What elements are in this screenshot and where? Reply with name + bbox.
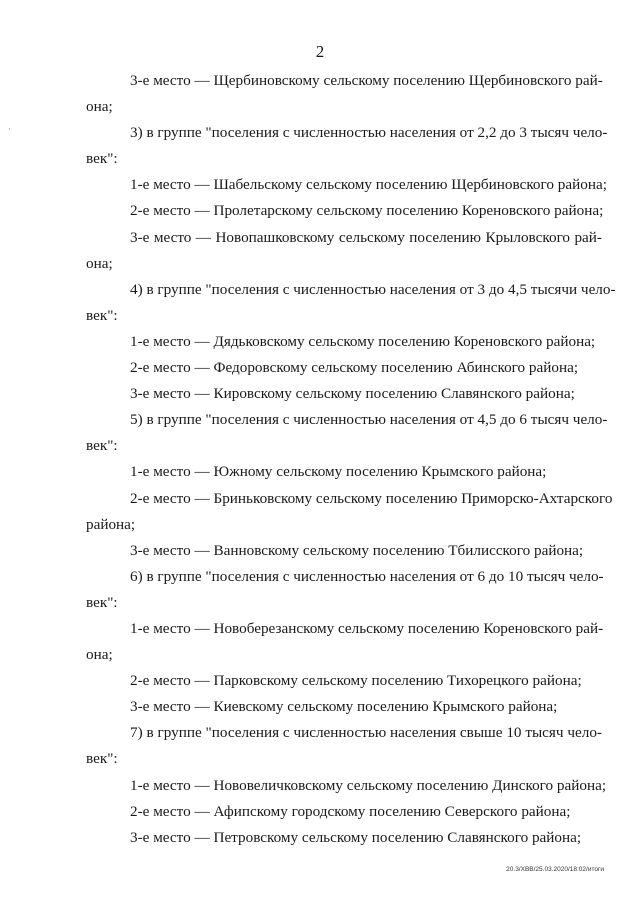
text-line: 4) в группе "поселения с численностью населения от 3 до 4,5 тысячи чело- — [130, 280, 616, 298]
text-line: 1-е место — Новоберезанскому сельскому поселению Кореновского рай- — [130, 619, 604, 637]
text-line: района; — [86, 515, 136, 533]
text-line: 1-е место — Дядьковскому сельскому поселению Кореновского района; — [130, 332, 596, 350]
text-line: 1-е место — Южному сельскому поселению Крымского района; — [130, 463, 547, 481]
page-number: 2 — [315, 42, 325, 61]
text-line: 3-е место — Щербиновскому сельскому поселению Щербиновского рай- — [130, 72, 603, 89]
text-line: 5) в группе "поселения с численностью населения от 4,5 до 6 тысяч чело- — [130, 411, 608, 429]
text-line: век": — [86, 306, 118, 324]
text-line: 2-е место — Федоровскому сельскому поселению Абинского района; — [130, 359, 579, 377]
text-line: она; — [86, 646, 113, 664]
text-line: 6) в группе "поселения с численностью населения от 6 до 10 тысяч чело- — [130, 567, 604, 585]
text-line: 2-е место — Пролетарскому сельскому поселению Кореновского района; — [130, 202, 604, 220]
text-line: век": — [86, 437, 118, 455]
text-line: век": — [86, 593, 118, 611]
text-line: 2-е место — Парковскому сельскому поселению Тихорецкого района; — [130, 672, 582, 690]
text-line: 3-е место — Новопашковскому сельскому поселению Крыловского рай- — [130, 228, 602, 246]
text-line: 7) в группе "поселения с численностью населения свыше 10 тысяч чело- — [130, 724, 602, 742]
text-line: век": — [86, 150, 118, 168]
text-line: она; — [86, 254, 113, 272]
text-line: 3) в группе "поселения с численностью населения от 2,2 до 3 тысяч чело- — [130, 124, 608, 142]
text-line: 2-е место — Афипскому городскому поселению Северского района; — [130, 802, 571, 820]
text-line: век": — [86, 750, 118, 768]
document-body — [86, 68, 616, 851]
margin-mark: · — [8, 124, 11, 134]
text-line: 3-е место — Киевскому сельскому поселению Крымского района; — [130, 698, 558, 716]
text-line: 3-е место — Кировскому сельскому поселению Славянского района; — [130, 385, 575, 403]
text-line: она; — [86, 98, 113, 116]
text-line: 3-е место — Ванновскому сельскому поселению Тбилисского района; — [130, 541, 584, 559]
text-line: 2-е место — Бриньковскому сельскому поселению Приморско-Ахтарского — [130, 489, 613, 507]
text-line: 3-е место — Петровскому сельскому поселению Славянского района; — [130, 828, 582, 846]
text-line: 1-е место — Шабельскому сельскому поселению Щербиновского района; — [130, 176, 607, 194]
footer-stamp: 20.3/ХВВ/25.03.2020/18:02/итоги — [506, 866, 604, 873]
text-line: 1-е место — Нововеличковскому сельскому поселению Динского района; — [130, 776, 607, 794]
